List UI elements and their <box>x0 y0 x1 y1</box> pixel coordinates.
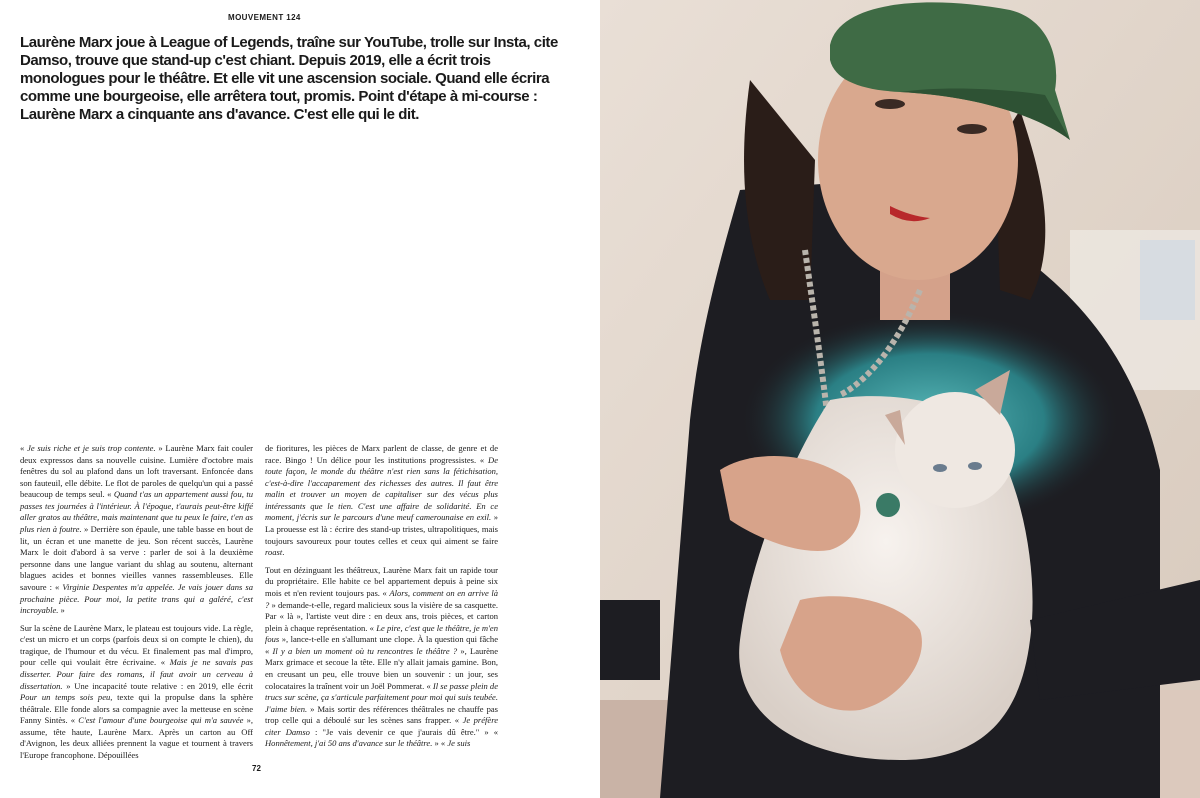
text-column-2 <box>265 443 498 750</box>
portrait-photo <box>600 0 1200 798</box>
right-eye <box>957 124 987 134</box>
page-number: 72 <box>252 764 261 773</box>
paragraph: de fioritures, les pièces de Marx parlent de classe, de genre et de race. Bingo ! Un délice pour les institutions progressistes. « De toute façon, le monde du théâtre n'est rien sans la fétichisation, c'est-à-dire l'accaparement des richesses des autres. Il faut être malin et trouver un moyen de capitaliser sur des vécus plus intéressants que le tien. C'est une affaire de solidarité. En ce moment, j'écris sur le parcours d'une meuf camerounaise en exil. » La prouesse est là : écrire des stand-up tristes, ultrapolitiques, mais toujours savoureux pour toutes celles et ceux qui aiment se faire roast. <box>265 443 498 558</box>
text-column-1 <box>20 443 253 762</box>
article-lede: Laurène Marx joue à League of Legends, traîne sur YouTube, trolle sur Insta, cite Damso, trouve que stand-up c'est chiant. Depuis 2019, elle a écrit trois monologues pour le théâtre. Et elle vit une ascension sociale. Quand elle écrira comme une bourgeoise, elle arrêtera tout, promis. Point d'étape à mi-course : Laurène Marx a cinquante ans d'avance. C'est elle qui le dit. <box>20 34 558 123</box>
paragraph: Tout en dézinguant les théâtreux, Laurène Marx fait un rapide tour du propriétaire. Elle habite ce bel appartement depuis à peine six mois et n'en revient toujours pas. « Alors, comment on en arrive là ? » demande-t-elle, regard malicieux sous la visière de sa casquette. Par « là », l'artiste veut dire : en deux ans, trois pièces, et carton plein à chaque représentation. « Le pire, c'est que le théâtre, je m'en fous », lance-t-elle en s'allumant une clope. À la question qui fâche « Il y a bien un moment où tu rencontres le théâtre ? », Laurène Marx grimace et secoue la tête. Elle n'y allait jamais gamine. Bon, en creusant un peu, elle trouve bien un souvenir : un jour, ses colocataires la traînent voir un Joël Pommerat. « Il se passe plein de trucs sur scène, ça s'articule parfaitement pour moi qui suis teubée. J'aime bien. » Mais sortir des références théâtrales ne chauffe pas trop celle qui a déboulé sur les scènes sans frapper. « Je préfère citer Damso : "Je vais devenir ce que j'aurais dû être." » « Honnêtement, j'ai 50 ans d'avance sur le théâtre. » « Je suis <box>265 564 498 749</box>
background-shelf <box>600 700 670 798</box>
left-eye <box>875 99 905 109</box>
paragraph: « Je suis riche et je suis trop contente. » Laurène Marx fait couler deux expressos dans sa nouvelle cuisine. Lumière d'octobre mais fenêtres du sol au plafond dans un loft traversant. Enfoncée dans son fauteuil, elle débite. Le flot de paroles de quelqu'un qui a passé beaucoup de temps seul. « Quand t'as un appartement aussi fou, tu passes tes journées à l'intérieur. À l'époque, t'aurais peut-être kiffé aller gratos au théâtre, mais maintenant que tu peux le faire, t'en as plus rien à foutre. » Derrière son épaule, une table basse en bout de lit, un écran et une manette de jeu. Son récent succès, Laurène Marx le doit d'abord à sa verve : parler de soi à la deuxième personne dans une langue variant du shlag au soutenu, alternant blagues acides et bonnes vieilles vannes rassembleuses. Elle savoure : « Virginie Despentes m'a appelée. Je vais jouer dans sa prochaine pièce. Pour moi, la petite trans qui a galéré, c'est incroyable. » <box>20 443 253 616</box>
portrait-illustration <box>600 0 1200 798</box>
green-ring <box>876 493 900 517</box>
section-rubric: MOUVEMENT 124 <box>228 13 301 22</box>
paragraph: Sur la scène de Laurène Marx, le plateau est toujours vide. La règle, c'est un micro et un corps (parfois deux si on compte le chien), du tragique, de l'humour et du vécu. Et finalement pas mal d'impro, pour celle qui voulait être écrivaine. « Mais je ne savais pas disserter. Pour faire des romans, il faut avoir un cerveau à dissertation. » Une incapacité toute relative : en 2019, elle écrit Pour un temps sois peu, texte qui la propulse dans la sphère théâtrale. Elle fonde alors sa compagnie avec la metteuse en scène Fanny Sintès. « C'est l'amour d'une bourgeoise qui m'a sauvée », assume, tête haute, Laurène Marx. Après un carton au Off d'Avignon, les deux alliées prennent la vague et tournent à travers l'Europe francophone. Dépouillées <box>20 622 253 761</box>
